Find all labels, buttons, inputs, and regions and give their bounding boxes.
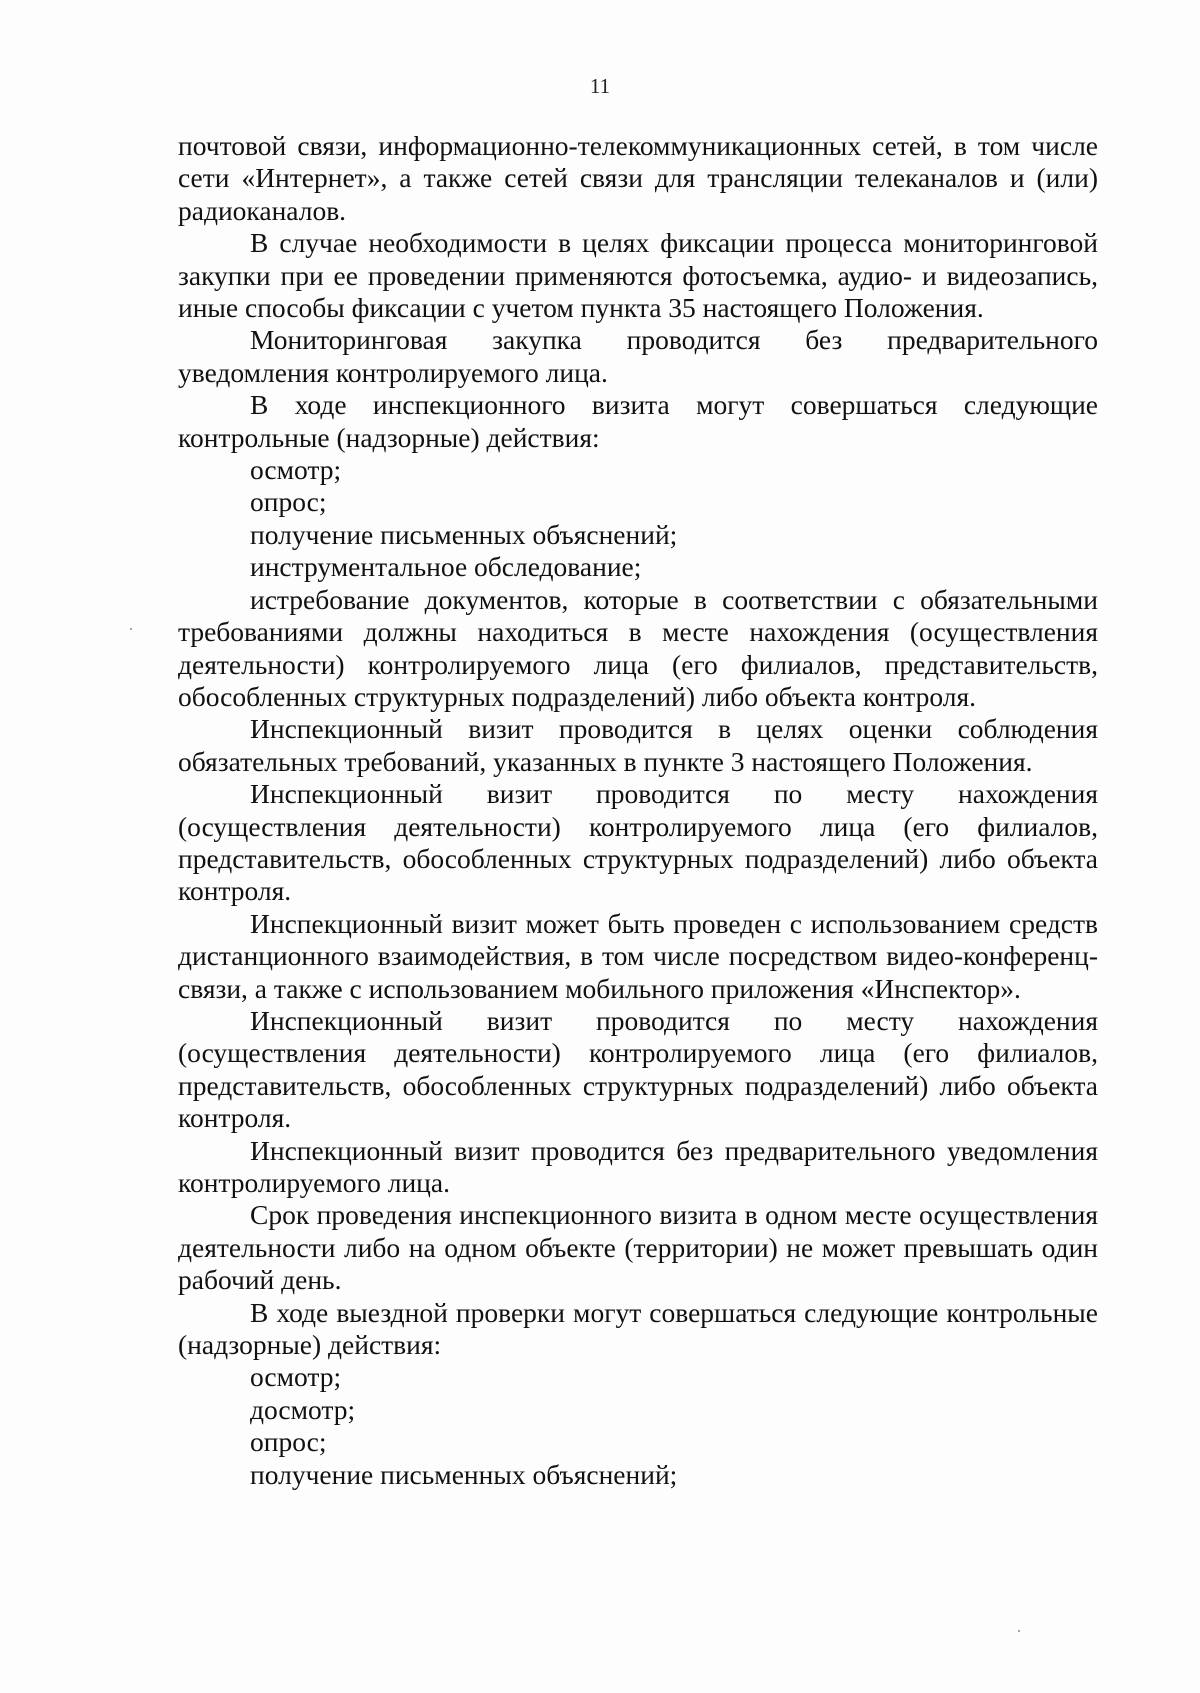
paragraph: Инспекционный визит может быть проведен с использованием средств дистанционного взаимодействия, в том числе посредством видео-конференц-связи, а также с использованием мобильного приложения «Инспектор». [178,907,1098,1004]
list-item: опрос; [250,486,327,518]
scan-speck [130,628,132,630]
paragraph: истребование документов, которые в соответствии с обязательными требованиями должны находиться в месте нахождения (осуществления деятельности) контролируемого лица (его филиалов, представительств, обособленных структурных подразделений) либо объекта контроля. [178,583,1098,712]
paragraph: Инспекционный визит проводится без предварительного уведомления контролируемого лица. [178,1134,1098,1198]
list-item: досмотр; [250,1393,356,1425]
document-body [178,130,1098,1491]
paragraph: Мониторинговая закупка проводится без предварительного уведомления контролируемого лица. [178,324,1098,388]
list-item: осмотр; [250,1361,342,1393]
list-item: инструментальное обследование; [250,551,642,583]
paragraph: Инспекционный визит проводится по месту нахождения (осуществления деятельности) контролируемого лица (его филиалов, представительств, обособленных структурных подразделений) либо объекта контроля. [178,778,1098,907]
paragraph: Инспекционный визит проводится в целях оценки соблюдения обязательных требований, указанных в пункте 3 настоящего Положения. [178,713,1098,777]
scan-speck [1018,1630,1020,1632]
paragraph: В ходе инспекционного визита могут совершаться следующие контрольные (надзорные) действия: [178,389,1098,453]
paragraph: В случае необходимости в целях фиксации процесса мониторинговой закупки при ее проведении применяются фотосъемка, аудио- и видеозапись, иные способы фиксации с учетом пункта 35 настоящего Положения. [178,227,1098,324]
list-item: осмотр; [250,454,342,486]
page-number: 11 [589,74,611,98]
list-item: опрос; [250,1426,327,1458]
paragraph: почтовой связи, информационно-телекоммуникационных сетей, в том числе сети «Интернет», а также сетей связи для трансляции телеканалов и (или) радиоканалов. [178,130,1098,226]
paragraph: Срок проведения инспекционного визита в одном месте осуществления деятельности либо на одном объекте (территории) не может превышать один рабочий день. [178,1199,1098,1296]
list-item: получение письменных объяснений; [250,1458,678,1490]
paragraph: В ходе выездной проверки могут совершаться следующие контрольные (надзорные) действия: [178,1296,1098,1361]
paragraph: Инспекционный визит проводится по месту нахождения (осуществления деятельности) контролируемого лица (его филиалов, представительств, обособленных структурных подразделений) либо объекта контроля. [178,1004,1098,1134]
list-item: получение письменных объяснений; [250,518,678,550]
